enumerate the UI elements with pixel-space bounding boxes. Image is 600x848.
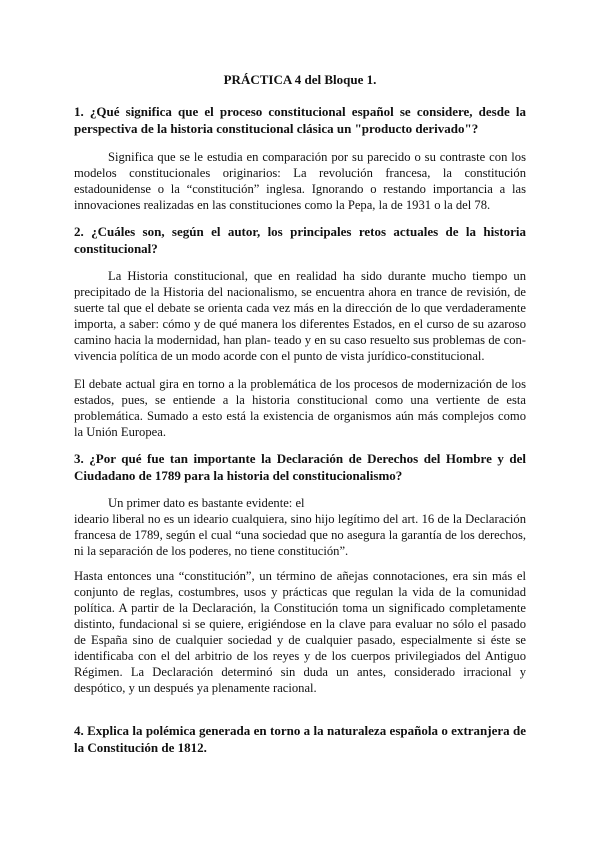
question-3-answer-continued: Hasta entonces una “constitución”, un término de añejas connotaciones, era sin más el conjunto de reglas, costumbres, usos y prácticas que regulan la vida de la comunidad política. A partir de la Declaración, la Constitución toma un significado completamente distinto, fundacional si se quiere, erigiéndose en la clave para evaluar no sólo el pasado de España sino de cualquier sociedad y de cualquier pasado, especialmente si éste se identificaba con el del arbitrio de los reyes y de los cuerpos privilegiados del Antiguo Régimen. La Declaración determinó sin duda un antes, considerado irracional y despótico, y un después ya plenamente racional. (74, 569, 526, 695)
question-3-answer-body: ideario liberal no es un ideario cualquiera, sino hijo legítimo del art. 16 de la Declaración francesa de 1789, según el cual “una sociedad que no asegura la garantía de los derechos, ni la separación de los poderes, no tiene constitución”. (74, 512, 526, 558)
page-title: PRÁCTICA 4 del Bloque 1. (223, 72, 377, 87)
question-3-answer-first-line: Un primer dato es bastante evidente: el (108, 496, 305, 510)
question-2-answer: La Historia constitucional, que en realidad ha sido durante mucho tiempo un precipitado de la Historia del nacionalismo, se encuentra ahora en trance de revisión, de suerte tal que el debate se orienta cada vez más en la dirección de lo que verdaderamente importa, a saber: cómo y de qué manera los diferentes Estados, en el curso de su azaroso camino hacia la modernidad, han plan- teado y en su caso resuelto sus problemas de con- vivencia política de un modo acorde con el punto de vista jurídico-constitucional. (74, 269, 526, 363)
question-3-heading: 3. ¿Por qué fue tan importante la Declaración de Derechos del Hombre y del Ciudadano de 1789 para la historia del constitucionalismo? (74, 451, 526, 483)
question-3-answer (74, 495, 526, 559)
question-1-answer: Significa que se le estudia en comparación por su parecido o su contraste con los modelos constitucionales originarios: La revolución francesa, la constitución estadounidense o la “constitución” inglesa. Ignorando o restando importancia a las innovaciones realizadas en las constituciones como la Pepa, la de 1931 o la del 78. (74, 150, 526, 212)
question-2-answer-continued: El debate actual gira en torno a la problemática de los procesos de modernización de los estados, pues, se entiende a la historia constitucional como una vertiente de esta problemática. Sumado a esto está la existencia de organismos aún más complejos como la Unión Europea. (74, 377, 526, 439)
question-4-heading: 4. Explica la polémica generada en torno a la naturaleza española o extranjera de la Constitución de 1812. (74, 723, 526, 755)
question-1-heading: 1. ¿Qué significa que el proceso constitucional español se considere, desde la perspectiva de la historia constitucional clásica un "producto derivado"? (74, 104, 526, 136)
question-2-heading: 2. ¿Cuáles son, según el autor, los principales retos actuales de la historia constitucional? (74, 224, 526, 256)
